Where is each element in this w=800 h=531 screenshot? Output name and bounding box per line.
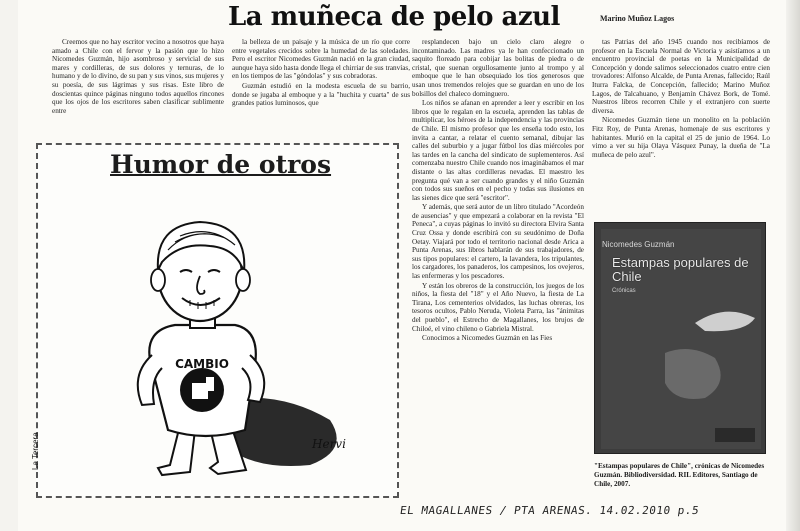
publisher-logo xyxy=(715,428,755,442)
cartoon-credit: La Tercera xyxy=(31,432,40,470)
book-caption: "Estampas populares de Chile", crónicas de Nicomedes Guzmán. Bibliodiversidad. RIL Editores, Santiago de Chile, 2007. xyxy=(594,462,765,488)
paragraph: tas Patrias del año 1945 cuando nos recibíamos de profesor en la Escuela Normal de Victoria y asistíamos a un encuentro provincial de poetas en la Municipalidad de Concepción y donde salimos seleccionados cuatro entre cien trovadores: Alfonso Alcalde, de Punta Arenas, fallecido; Raúl Iturra Falcka, de Concepción, fallecido; Marino Muñoz Lagos, de Talcahuano, y Benjamín Chávez Bork, de Tomé. Nuestros libros recorren Chile y el extranjero con suerte diversa. xyxy=(592,38,770,115)
handwritten-annotation: EL MAGALLANES / PTA ARENAS. 14.02.2010 p.5 xyxy=(399,504,701,517)
paragraph: Los niños se afanan en aprender a leer y escribir en los libros que le regalan en la escuela, aprenden las tablas de multiplicar, los héroes de la independencia y las provincias de Chile. El mismo profesor que les enseña todo esto, los invita a cantar, a relatar el cuento semanal, dibujar las calles del suburbio y a jugar fútbol los días miércoles por las tardes en la cancha del sindicato de suplementeros. Así comenzaba nuestro Chile cuando nos imaginábamos el mar distante o las altas cordilleras nevadas. El maestro les pregunta qué van a ser cuando grandes y el niño Guzmán con todos sus sueños en el pecho y todas sus ilusiones en las sienes dice que será "escritor". xyxy=(412,99,584,202)
article-byline: Marino Muñoz Lagos xyxy=(600,14,675,23)
article-column-1 xyxy=(52,38,224,136)
paragraph: resplandecen bajo un cielo claro alegre o incontaminado. Las madres ya le han confeccionado un saquito floreado para cobijar las bolitas de piedra o de cristal, que suenan orgullosamente junto al trompo y al emboque que le han obsequiado los tíos generosos que usan unos tremendos relojes que se guardan en uno de los bolsillos del chaleco dominguero. xyxy=(412,38,584,98)
paragraph: Creemos que no hay escritor vecino a nosotros que haya amado a Chile con el fervor y la pasión que lo hizo Nicomedes Guzmán, hijo asombroso y servicial de sus mares y cordilleras, de sus dolores y ternuras, de lo humano y de lo divino, de su pan y sus vinos, sus mujeres y su poesía, de sus lágrimas y sus risas. Este libro de doscientas quince páginas ninguno todos aquellos rincones que los ojos de los escritores saben clasificar sublimente entre xyxy=(52,38,224,115)
paragraph: Nicomedes Guzmán tiene un monolito en la población Fitz Roy, de Punta Arenas, homenaje de sus escritores y habitantes. Murió en la capital el 25 de junio de 1964. Lo vimo a ver su hija Olaya Vásquez Punay, la dueña de "La muñeca de pelo azul". xyxy=(592,116,770,159)
article-column-3 xyxy=(412,38,584,498)
right-ear xyxy=(236,269,250,291)
shirt-text: CAMBIO xyxy=(175,357,229,371)
paragraph: Y además, que será autor de un libro titulado "Acordeón de ausencias" y que empezará a colaborar en la revista "El Peneca", a cuyas páginas lo invitó su directora Elvira Santa Cruz Ossa y donde escribirá con su seudónimo de Doña Oetay. Viajará por todo el territorio nacional desde Arica a Punta Arenas, sus libros hablarán de sus trabajadores, de sus tipos populares: el cartero, la lavandera, los tripulantes, los cargadores, los panaderos, los campesinos, los ovejeros, las enfermeras y los pescadores. xyxy=(412,203,584,281)
book-subtitle: Crónicas xyxy=(612,288,636,294)
article-headline: La muñeca de pelo azul xyxy=(228,2,560,32)
paragraph: Guzmán estudió en la modesta escuela de su barrio, donde se jugaba al emboque y a la "huchita y cuarta" de sus grandes patios luminosos, que xyxy=(232,81,410,108)
cartoon-signature: Hervi xyxy=(312,437,346,451)
left-ear xyxy=(151,269,165,291)
article-column-4 xyxy=(592,38,770,213)
caricature-illustration xyxy=(50,190,380,490)
page-edge-shadow xyxy=(786,0,800,531)
cover-figure xyxy=(665,349,721,399)
book-author: Nicomedes Guzmán xyxy=(602,240,675,249)
cartoon-title: Humor de otros xyxy=(110,150,332,179)
paragraph: Conocimos a Nicomedes Guzmán en las Fies xyxy=(422,334,553,343)
article-column-2 xyxy=(232,38,410,136)
book-title: Estampas populares de Chile xyxy=(612,255,749,284)
paragraph: la belleza de un paisaje y la música de un río que corre entre vegetales crecidos sobre la humedad de las soledades. Pero el escritor Nicomedes Guzmán nació en la gran ciudad, aunque haya sido hasta donde llega el chirriar de sus tranvías, en los tiempos de las "góndolas" y sus cobradoras. xyxy=(232,38,410,81)
paragraph: Y están los obreros de la construcción, los juegos de los niños, la fiesta del "18" y el Año Nuevo, la fiesta de La Tirana, Los cementerios olvidados, las luchas obreras, los tesoros ocultos, Pablo Neruda, Violeta Parra, las "ánimitas del pueblo", el Estrecho de Magallanes, los brujos de Chiloé, el vino chileno o Gabriela Mistral. xyxy=(412,281,584,333)
